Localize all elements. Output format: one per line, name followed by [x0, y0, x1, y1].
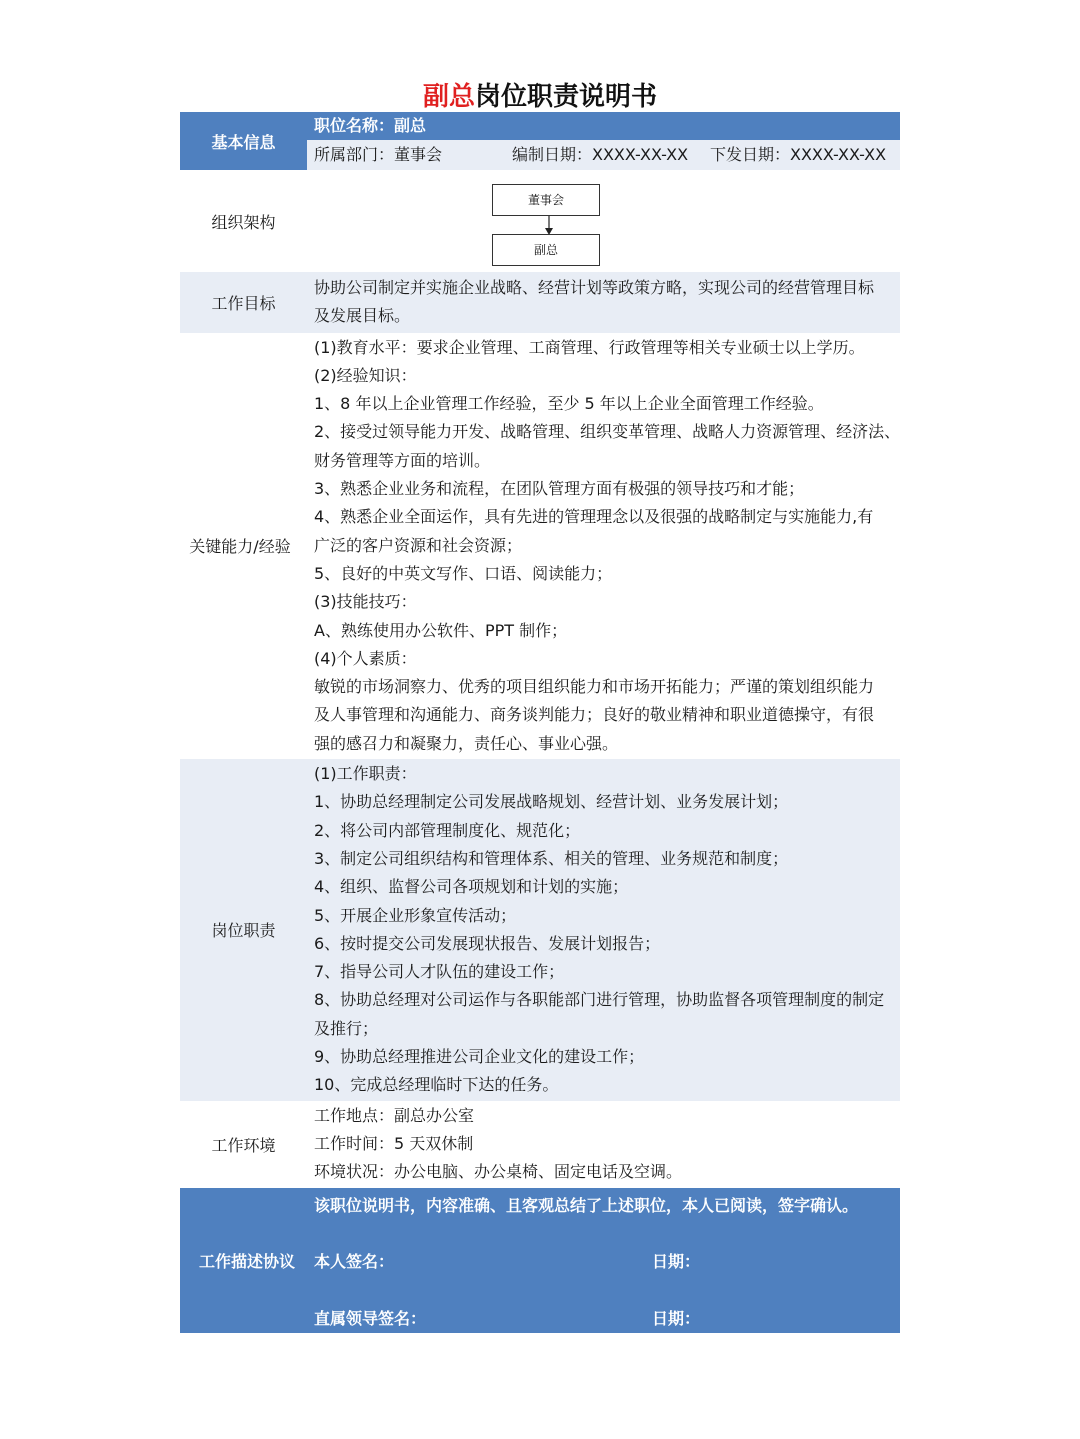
ability-line: 敏锐的市场洞察力、优秀的项目组织能力和市场开拓能力；严谨的策划组织能力 [314, 677, 875, 697]
ability-line: 广泛的客户资源和社会资源； [314, 535, 523, 555]
ability-line: 及人事管理和沟通能力、商务谈判能力；良好的敬业精神和职业道德操守，有很 [314, 705, 875, 725]
duty-row [180, 759, 900, 1101]
ability-row [180, 333, 900, 759]
ability-content [307, 334, 900, 758]
self-sign-line [314, 1246, 900, 1303]
basic-info-line2 [307, 140, 900, 170]
ability-line: A、熟练使用办公软件、PPT 制作； [314, 620, 568, 640]
ability-line: 1、8 年以上企业管理工作经验，至少 5 年以上企业全面管理工作经验。 [314, 394, 824, 414]
ability-line: (1)教育水平：要求企业管理、工商管理、行政管理等相关专业硕士以上学历。 [314, 337, 865, 357]
basic-info-label: 基本信息 [180, 112, 307, 170]
basic-info-content [307, 112, 900, 170]
org-label: 组织架构 [211, 212, 276, 232]
ability-line: 2、接受过领导能力开发、战略管理、组织变革管理、战略人力资源管理、经济法、 [314, 422, 901, 442]
duty-content [307, 760, 900, 1100]
duty-line: 5、开展企业形象宣传活动； [314, 905, 517, 925]
ability-label: 关键能力/经验 [189, 537, 291, 557]
leader-date-label: 日期： [652, 1308, 701, 1328]
agreement-statement: 该职位说明书，内容准确、且客观总结了上述职位，本人已阅读，签字确认。 [314, 1195, 859, 1215]
title-highlight: 副总 [422, 82, 475, 112]
env-line: 工作地点：副总办公室 [314, 1105, 475, 1125]
ability-line: (2)经验知识： [314, 365, 417, 385]
ability-line: 财务管理等方面的培训。 [314, 450, 491, 470]
org-row [180, 170, 900, 272]
duty-line: 及推行； [314, 1018, 379, 1038]
title-rest: 岗位职责说明书 [475, 82, 658, 112]
org-box-board: 董事会 [492, 184, 600, 216]
ability-line: 4、熟悉企业全面运作，具有先进的管理理念以及很强的战略制定与实施能力,有 [314, 507, 874, 527]
env-line: 环境状况：办公电脑、办公桌椅、固定电话及空调。 [314, 1162, 683, 1182]
org-chart [307, 170, 900, 272]
env-content [307, 1102, 900, 1187]
agreement-label: 工作描述协议 [198, 1251, 295, 1271]
goal-row [180, 272, 900, 333]
ability-line: (4)个人素质： [314, 648, 417, 668]
compile-date: 编制日期：XXXX-XX-XX [512, 145, 689, 164]
agreement-row [180, 1188, 900, 1333]
ability-line: 3、熟悉企业业务和流程，在团队管理方面有极强的领导技巧和才能； [314, 479, 805, 499]
duty-line: 4、组织、监督公司各项规划和计划的实施； [314, 877, 629, 897]
goal-content [307, 274, 900, 331]
duty-line: 2、将公司内部管理制度化、规范化； [314, 820, 581, 840]
basic-info-row [180, 112, 900, 170]
department: 所属部门：董事会 [314, 145, 443, 164]
duty-line: 7、指导公司人才队伍的建设工作； [314, 962, 565, 982]
org-box-vp: 副总 [492, 234, 600, 266]
env-line: 工作时间：5 天双休制 [314, 1133, 474, 1153]
goal-line: 及发展目标。 [314, 306, 411, 326]
duty-line: (1)工作职责： [314, 764, 417, 784]
ability-line: (3)技能技巧： [314, 592, 417, 612]
ability-line: 强的感召力和凝聚力，责任心、事业心强。 [314, 733, 619, 753]
page-title [0, 76, 1080, 113]
goal-line: 协助公司制定并实施企业战略、经营计划等政策方略，实现公司的经营管理目标 [314, 278, 875, 297]
duty-line: 8、协助总经理对公司运作与各职能部门进行管理，协助监督各项管理制度的制定 [314, 990, 885, 1010]
issue-date: 下发日期：XXXX-XX-XX [710, 145, 887, 164]
self-sign-label: 本人签名： [314, 1251, 395, 1271]
org-arrow-icon [544, 216, 556, 236]
duty-line: 6、按时提交公司发展现状报告、发展计划报告； [314, 933, 661, 953]
self-date-label: 日期： [652, 1251, 701, 1271]
env-row [180, 1101, 900, 1188]
ability-line: 5、良好的中英文写作、口语、阅读能力； [314, 563, 613, 583]
env-label: 工作环境 [211, 1135, 276, 1155]
leader-sign-line [314, 1303, 900, 1333]
agreement-content [314, 1188, 900, 1333]
duty-label: 岗位职责 [211, 921, 276, 941]
goal-label: 工作目标 [211, 293, 276, 313]
duty-line: 10、完成总经理临时下达的任务。 [314, 1075, 559, 1095]
duty-line: 3、制定公司组织结构和管理体系、相关的管理、业务规范和制度； [314, 848, 789, 868]
leader-sign-label: 直属领导签名： [314, 1308, 427, 1328]
duty-line: 9、协助总经理推进公司企业文化的建设工作； [314, 1047, 645, 1067]
position-name: 职位名称：副总 [307, 112, 900, 140]
duty-line: 1、协助总经理制定公司发展战略规划、经营计划、业务发展计划； [314, 792, 789, 812]
job-description-table [180, 112, 900, 1333]
